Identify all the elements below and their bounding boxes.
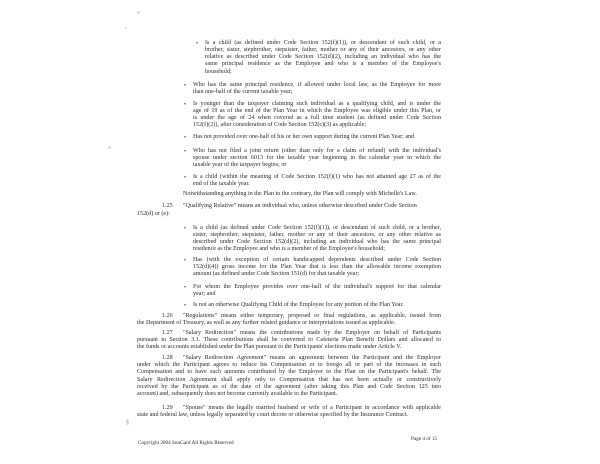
section-number-1-27: 1.27 — [162, 330, 173, 336]
qualifying-child-bullet-2: Who has the same principal residence, if allowed under local law, as the Employee for more than one-half of the current taxable year; — [193, 82, 441, 96]
qualifying-child-bullet-6: Is a child (within the meaning of Code Section 152(f)(1) who has not attained age 27 as of the end of the taxable year. — [193, 174, 441, 188]
section-1-28-agreement: "Salary Redirection Agreement" means an agreement between the Participant and the Employer — [183, 355, 441, 361]
section-1-27-continuation: pursuant to Section 3.1. These contributions shall be converted to Cafeteria Plan Benefit Dollars and allocated to the funds or accounts established under the Plan pursuant to the Participants' elections made under Article V. — [137, 337, 441, 351]
section-1-29-continuation: state and federal law, unless legally separated by court decree or otherwise specified by the Insurance Contract. — [137, 412, 409, 419]
section-number-1-29: 1.29 — [162, 405, 173, 411]
bullet-icon: • — [184, 226, 187, 232]
bullet-icon: • — [184, 102, 187, 108]
scan-speck — [125, 27, 127, 29]
bullet-icon: • — [184, 175, 187, 181]
bullet-icon: • — [196, 41, 199, 47]
bullet-icon: • — [184, 303, 187, 309]
bullet-icon: • — [184, 285, 187, 291]
scan-speck — [137, 11, 140, 14]
section-1-25-heading: "Qualifying Relative" means an individual who, unless otherwise described under Code Section — [183, 203, 417, 209]
section-1-29-spouse: "Spouse" means the legally married husband or wife of a Participant in accordance with applicable — [183, 405, 441, 411]
bullet-icon: • — [184, 149, 187, 155]
qualifying-child-bullet-5: Who has not filed a joint return (other than only for a claim of refund) with the individual's spouse under section 6013 for the taxable year beginning in the calendar year in which the taxable year of the taxpayer begins; or — [193, 148, 441, 169]
section-number-1-25: 1.25 — [162, 203, 173, 209]
bullet-icon: • — [184, 258, 187, 264]
qualifying-relative-bullet-2: Has (with the exception of certain handicapped dependents described under Code Section 152(d)(4)) gross income for the Plan Year that is less than the allowable income exemption amount (as defined under Code Section 151(d) for that taxable year; — [193, 257, 441, 278]
qualifying-child-bullet-4: Has not provided over one-half of his or her own support during the current Plan Year; and — [193, 134, 415, 140]
qualifying-relative-bullet-1: Is a child (as defined under Code Section 152(f)(1)), or descendant of such child, or a brother, sister, stepbrother, stepsister, father, mother or any of their ancestors, or any other relative as described under Code Section 152(d)(2), including an individual who has the same principal residence as the Employee and who is a member of the Employee's household; — [193, 225, 441, 253]
section-1-27-salary-redirection: "Salary Redirection" means the contributions made by the Employer on behalf of Participants — [183, 330, 441, 336]
qualifying-relative-bullet-4: Is not an otherwise Qualifying Child of the Employee for any portion of the Plan Year. — [193, 302, 404, 308]
section-number-1-26: 1.26 — [162, 313, 173, 319]
page-number: Page 4 of 15 — [411, 436, 438, 442]
michelles-law-statement: Notwithstanding anything in the Plan to the contrary, the Plan will comply with Michelle's Law. — [183, 191, 417, 197]
scan-speck — [126, 419, 129, 425]
bullet-icon: • — [184, 135, 187, 141]
section-1-28-continuation: under which the Participant agrees to reduce his Compensation or to forego all or part of the increases in such Compensation and to have such amounts contributed by the Employer to the Plan on the Participant's behalf. The Salary Redirection Agreement shall apply only to Compensation that has not been actually or constructively received by the Participant as of the date of the agreement (after taking this Plan and Code Section 125 into account) and, subsequently does not become currently available to the Participant. — [137, 362, 441, 397]
bullet-icon: • — [184, 83, 187, 89]
qualifying-relative-bullet-3: For whom the Employee provides over one-half of the individual's support for that calendar year; and — [193, 284, 441, 298]
qualifying-child-bullet-1: Is a child (as defined under Code Section 152(f)(1)), or descendant of such child, or a brother, sister, stepbrother, stepsister, father, mother or any of their ancestors, or any other relative as described under Code Section 152(d)(2), including an individual who has the same principal residence as the Employee and who is a member of the Employee's household; — [205, 40, 441, 75]
section-1-26-continuation: the Department of Treasury, as well as any further related guidance or interpretations issued as applicable. — [137, 320, 396, 327]
section-1-25-margin-continuation: 152(d) or (e): — [137, 211, 170, 217]
qualifying-child-bullet-3: Is younger than the taxpayer claiming such individual as a qualifying child, and is under the age of 19 as of the end of the Plan Year in which the Employee was eligible under this Plan, or is under the age of 24 when covered as a full time student (as defined under Code Section 152(f)(2)), after consideration of Code Section 152(c)(3) as applicable; — [193, 101, 441, 129]
section-number-1-28: 1.28 — [162, 355, 173, 361]
section-1-26-regulations: "Regulations" means either temporary, proposed or final regulations, as applicable, issued from — [183, 313, 441, 319]
scan-speck — [108, 146, 111, 149]
footer-copyright: Copyright 2004 SunGard All Rights Reserved — [138, 440, 234, 446]
